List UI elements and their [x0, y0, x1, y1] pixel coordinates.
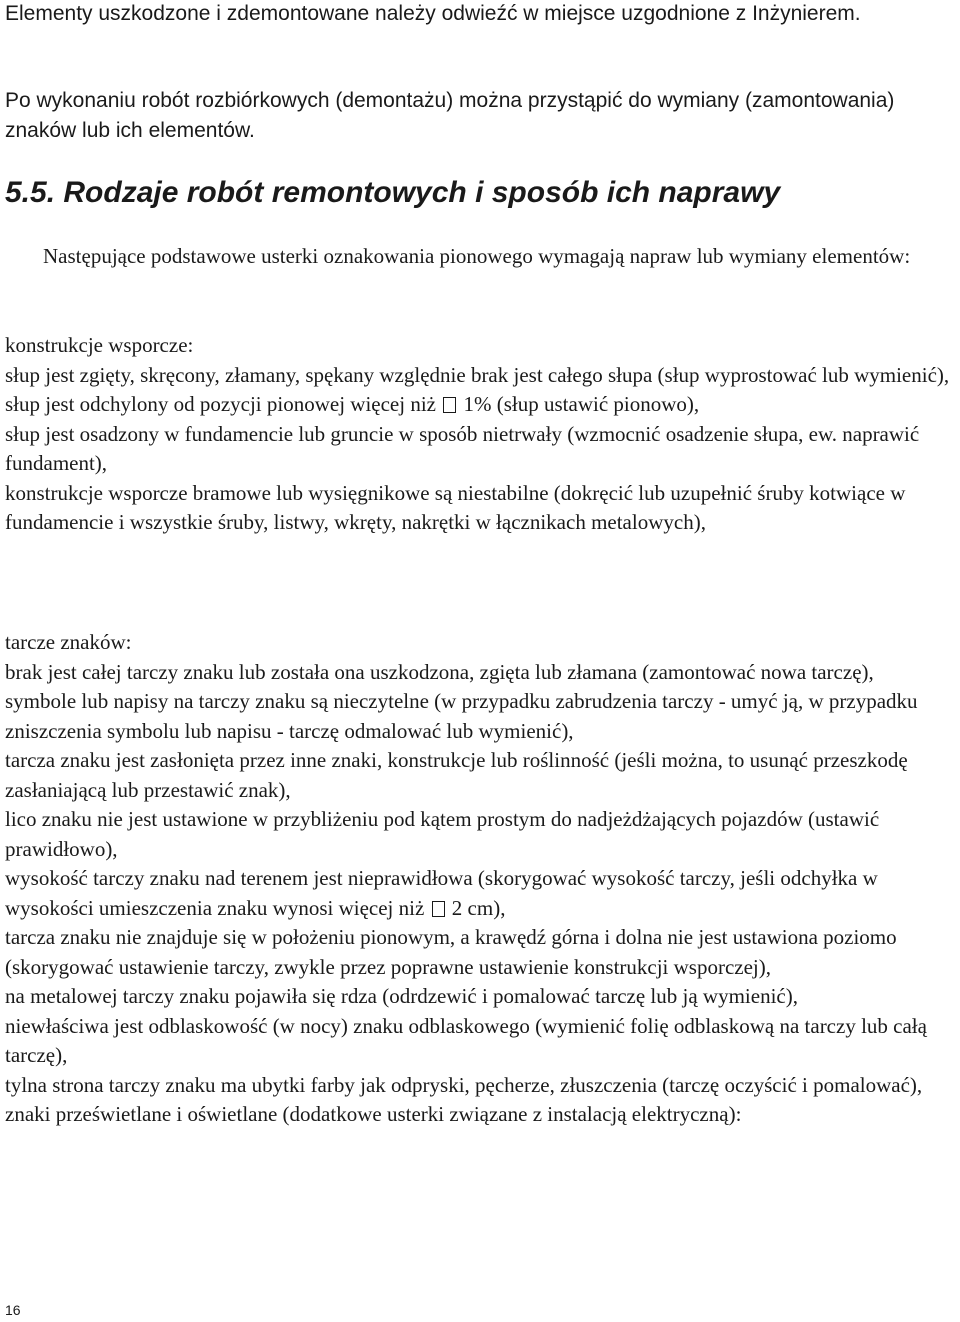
paragraph-removed-elements: Elementy uszkodzone i zdemontowane należy odwieźć w miejsce uzgodnione z Inżynierem. [5, 2, 861, 25]
missing-glyph-icon [443, 397, 456, 413]
sign-plate-item: na metalowej tarczy znaku pojawiła się rdza (odrdzewić i pomalować tarczę lub ją wymienić), [5, 984, 798, 1008]
support-item: słup jest zgięty, skręcony, złamany, spękany względnie brak jest całego słupa (słup wyprostować lub wymienić), [5, 362, 950, 387]
sign-plate-item: niewłaściwa jest odblaskowość (w nocy) znaku odblaskowego (wymienić folię odblaskową na tarczy lub całą tarczę), [5, 1013, 927, 1067]
sign-plates-label: tarcze znaków: [5, 630, 132, 654]
sign-plate-item: wysokość tarczy znaku nad terenem jest nieprawidłowa (skorygować wysokość tarczy, jeśli odchyłka w wysokości umieszczenia znaku wynosi więcej niż 2 cm), [5, 866, 878, 920]
support-item: konstrukcje wsporcze bramowe lub wysięgnikowe są niestabilne (dokręcić lub uzupełnić śruby kotwiące w fundamencie i wszystkie śruby, listwy, wkręty, nakrętki w łącznikach metalowych), [5, 480, 906, 534]
sign-plate-item: tarcza znaku jest zasłonięta przez inne znaki, konstrukcje lub roślinność (jeśli można, to usunąć przeszkodę zasłaniającą lub przestawić znak), [5, 748, 908, 802]
page-number: 16 [5, 1302, 21, 1318]
section-intro: Następujące podstawowe usterki oznakowania pionowego wymagają napraw lub wymiany elementów: [43, 244, 911, 268]
support-structures-label: konstrukcje wsporcze: [5, 333, 194, 357]
sign-plate-item: tylna strona tarczy znaku ma ubytki farby jak odpryski, pęcherze, złuszczenia (tarczę oczyścić i pomalować), [5, 1072, 923, 1097]
paragraph-after-demolition: Po wykonaniu robót rozbiórkowych (demontażu) można przystąpić do wymiany (zamontowania) znaków lub ich elementów. [5, 89, 895, 142]
sign-plate-item: brak jest całej tarczy znaku lub została ona uszkodzona, zgięta lub złamana (zamontować nowa tarczę), [5, 659, 874, 684]
sign-plate-item: tarcza znaku nie znajduje się w położeniu pionowym, a krawędź górna i dolna nie jest ustawiona poziomo (skorygować ustawienie tarczy, zwykle przez poprawne ustawienie konstrukcji wsporczej), [5, 925, 897, 979]
section-heading: 5.5. Rodzaje robót remontowych i sposób ich naprawy [5, 176, 781, 209]
missing-glyph-icon [432, 901, 445, 917]
support-item: słup jest odchylony od pozycji pionowej więcej niż 1% (słup ustawić pionowo), [5, 392, 700, 416]
sign-plate-item: symbole lub napisy na tarczy znaku są nieczytelne (w przypadku zabrudzenia tarczy - umyć ją, w przypadku zniszczenia symbolu lub napisu - tarczę odmalować lub wymienić), [5, 689, 918, 743]
support-item: słup jest osadzony w fundamencie lub gruncie w sposób nietrwały (wzmocnić osadzenie słupa, ew. naprawić fundament), [5, 421, 920, 475]
sign-plates-block [5, 628, 960, 1130]
sign-plate-item: znaki prześwietlane i oświetlane (dodatkowe usterki związane z instalacją elektryczną): [5, 1102, 742, 1126]
sign-plate-item: lico znaku nie jest ustawione w przybliżeniu pod kątem prostym do nadjeżdżających pojazdów (ustawić prawidłowo), [5, 807, 880, 861]
support-structures-block [5, 331, 960, 538]
